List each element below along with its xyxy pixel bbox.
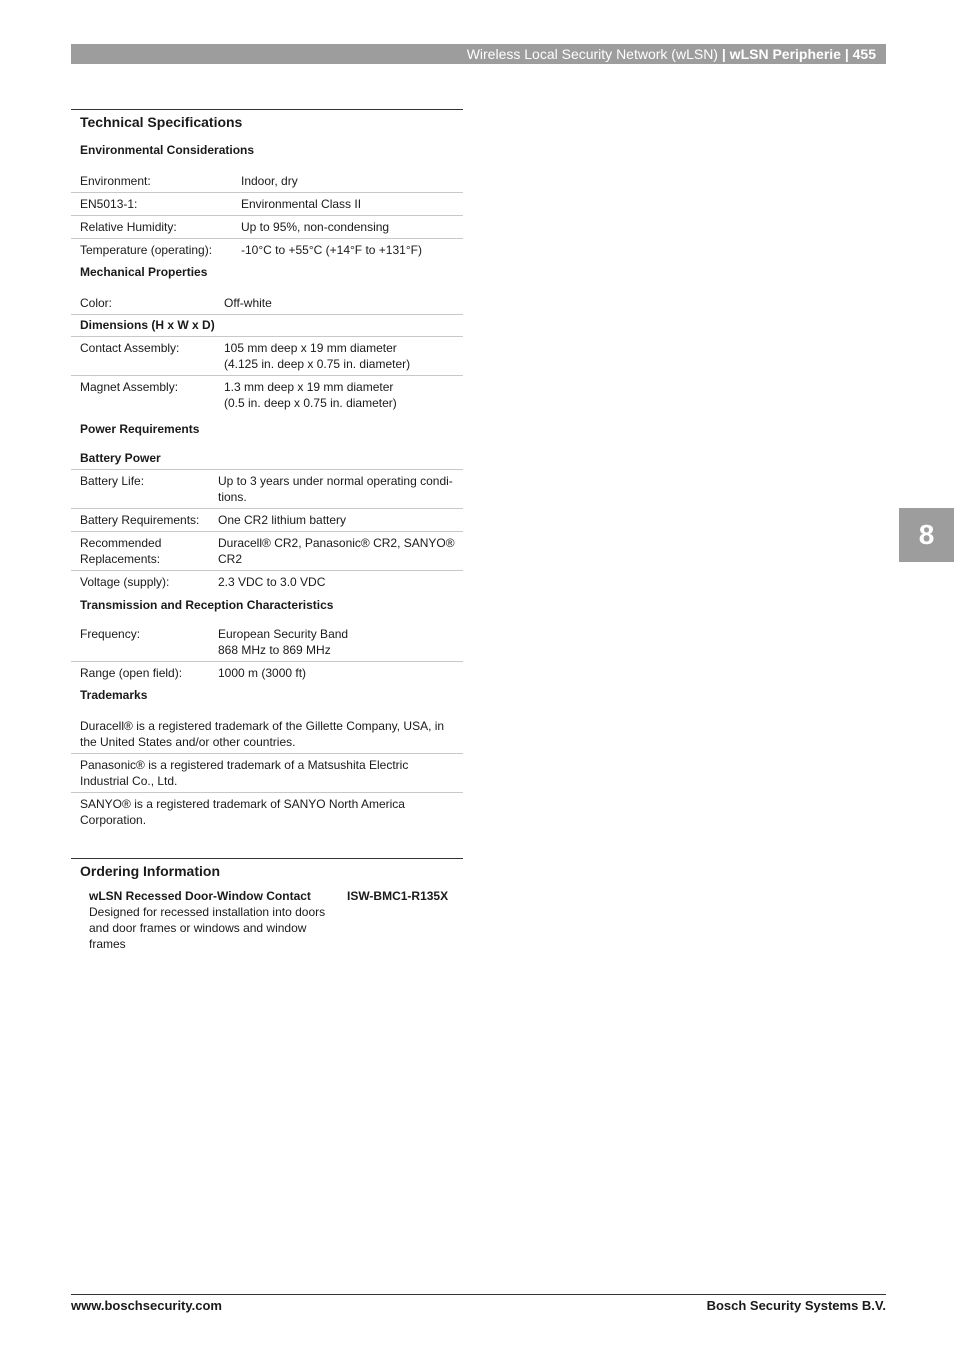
ordering-information-section xyxy=(71,858,463,880)
value-line: (0.5 in. deep x 0.75 in. diameter) xyxy=(224,396,397,410)
battery-heading: Battery Power xyxy=(80,451,161,465)
page-header xyxy=(71,44,886,64)
order-item-name: wLSN Recessed Door-Window Contact xyxy=(89,889,311,903)
row-key: Battery Life: xyxy=(80,474,145,488)
environmental-heading: Environmental Considerations xyxy=(80,143,255,157)
mechanical-heading: Mechanical Properties xyxy=(80,265,208,279)
power-heading: Power Requirements xyxy=(80,422,200,436)
row-value: One CR2 lithium battery xyxy=(218,513,347,527)
ordering-title: Ordering Information xyxy=(71,858,463,880)
row-value xyxy=(224,379,463,411)
row-key: Contact Assembly: xyxy=(80,341,180,355)
table-row xyxy=(71,337,463,376)
table-row xyxy=(71,470,463,509)
order-item-description: Designed for recessed installation into doors and door frames or windows and window frames xyxy=(89,905,326,951)
row-value: Up to 95%, non-condensing xyxy=(241,220,390,234)
table-row xyxy=(71,193,463,216)
row-key: Environment: xyxy=(80,174,151,188)
row-key: Frequency: xyxy=(80,627,141,641)
value-line: (4.125 in. deep x 0.75 in. diameter) xyxy=(224,357,411,371)
table-row xyxy=(71,532,463,571)
row-key: Voltage (supply): xyxy=(80,575,170,589)
table-row xyxy=(71,170,463,193)
table-row xyxy=(71,315,463,337)
footer-company: Bosch Security Systems B.V. xyxy=(706,1298,886,1313)
row-key: Battery Requirements: xyxy=(80,513,200,527)
row-value: -10°C to +55°C (+14°F to +131°F) xyxy=(241,243,422,257)
row-key: Recommended Replacements: xyxy=(80,536,162,566)
technical-specifications-section xyxy=(71,109,463,831)
row-value: 1000 m (3000 ft) xyxy=(218,666,307,680)
table-row xyxy=(71,376,463,414)
row-key: Temperature (operating): xyxy=(80,243,213,257)
row-key: Color: xyxy=(80,296,113,310)
chapter-tab: 8 xyxy=(899,508,954,562)
value-line: 1.3 mm deep x 19 mm diameter xyxy=(224,380,394,394)
environmental-table xyxy=(71,170,463,261)
row-key: Relative Humidity: xyxy=(80,220,177,234)
footer-website: www.boschsecurity.com xyxy=(71,1298,222,1313)
table-row xyxy=(71,216,463,239)
row-value: Indoor, dry xyxy=(241,174,298,188)
row-value: 2.3 VDC to 3.0 VDC xyxy=(218,575,326,589)
table-row xyxy=(71,662,463,684)
row-value: Up to 3 years under normal operating condi-tions. xyxy=(218,474,453,504)
trademark-note: Duracell® is a registered trademark of the Gillette Company, USA, in the United States and/or other countries. xyxy=(71,715,463,754)
row-value xyxy=(218,626,463,658)
order-item xyxy=(89,888,469,952)
header-series: Wireless Local Security Network (wLSN) xyxy=(466,46,718,62)
dimensions-heading: Dimensions (H x W x D) xyxy=(80,318,215,332)
page-footer xyxy=(71,1294,886,1314)
value-line: 868 MHz to 869 MHz xyxy=(218,643,331,657)
header-page-info: | wLSN Peripherie | 455 xyxy=(721,46,876,62)
table-row xyxy=(71,571,463,593)
trademarks-heading: Trademarks xyxy=(80,688,148,702)
table-row xyxy=(71,449,463,470)
row-key: Range (open field): xyxy=(80,666,183,680)
row-key: EN5013-1: xyxy=(80,197,138,211)
row-value: Off-white xyxy=(224,296,272,310)
tech-specs-title: Technical Specifications xyxy=(71,109,463,131)
value-line: European Security Band xyxy=(218,627,349,641)
table-row xyxy=(71,623,463,662)
table-row xyxy=(71,239,463,261)
row-key: Magnet Assembly: xyxy=(80,380,179,394)
table-row xyxy=(71,509,463,532)
trademark-note: Panasonic® is a registered trademark of a Matsushita Electric Industrial Co., Ltd. xyxy=(71,754,463,793)
order-item-code: ISW-BMC1-R135X xyxy=(347,889,449,903)
value-line: 105 mm deep x 19 mm diameter xyxy=(224,341,397,355)
row-value: Environmental Class II xyxy=(241,197,362,211)
row-value: Duracell® CR2, Panasonic® CR2, SANYO® CR2 xyxy=(218,536,455,566)
row-value xyxy=(224,340,463,372)
table-row xyxy=(71,292,463,315)
transmission-heading: Transmission and Reception Characteristics xyxy=(80,598,334,612)
trademark-note: SANYO® is a registered trademark of SANYO North America Corporation. xyxy=(80,797,405,827)
